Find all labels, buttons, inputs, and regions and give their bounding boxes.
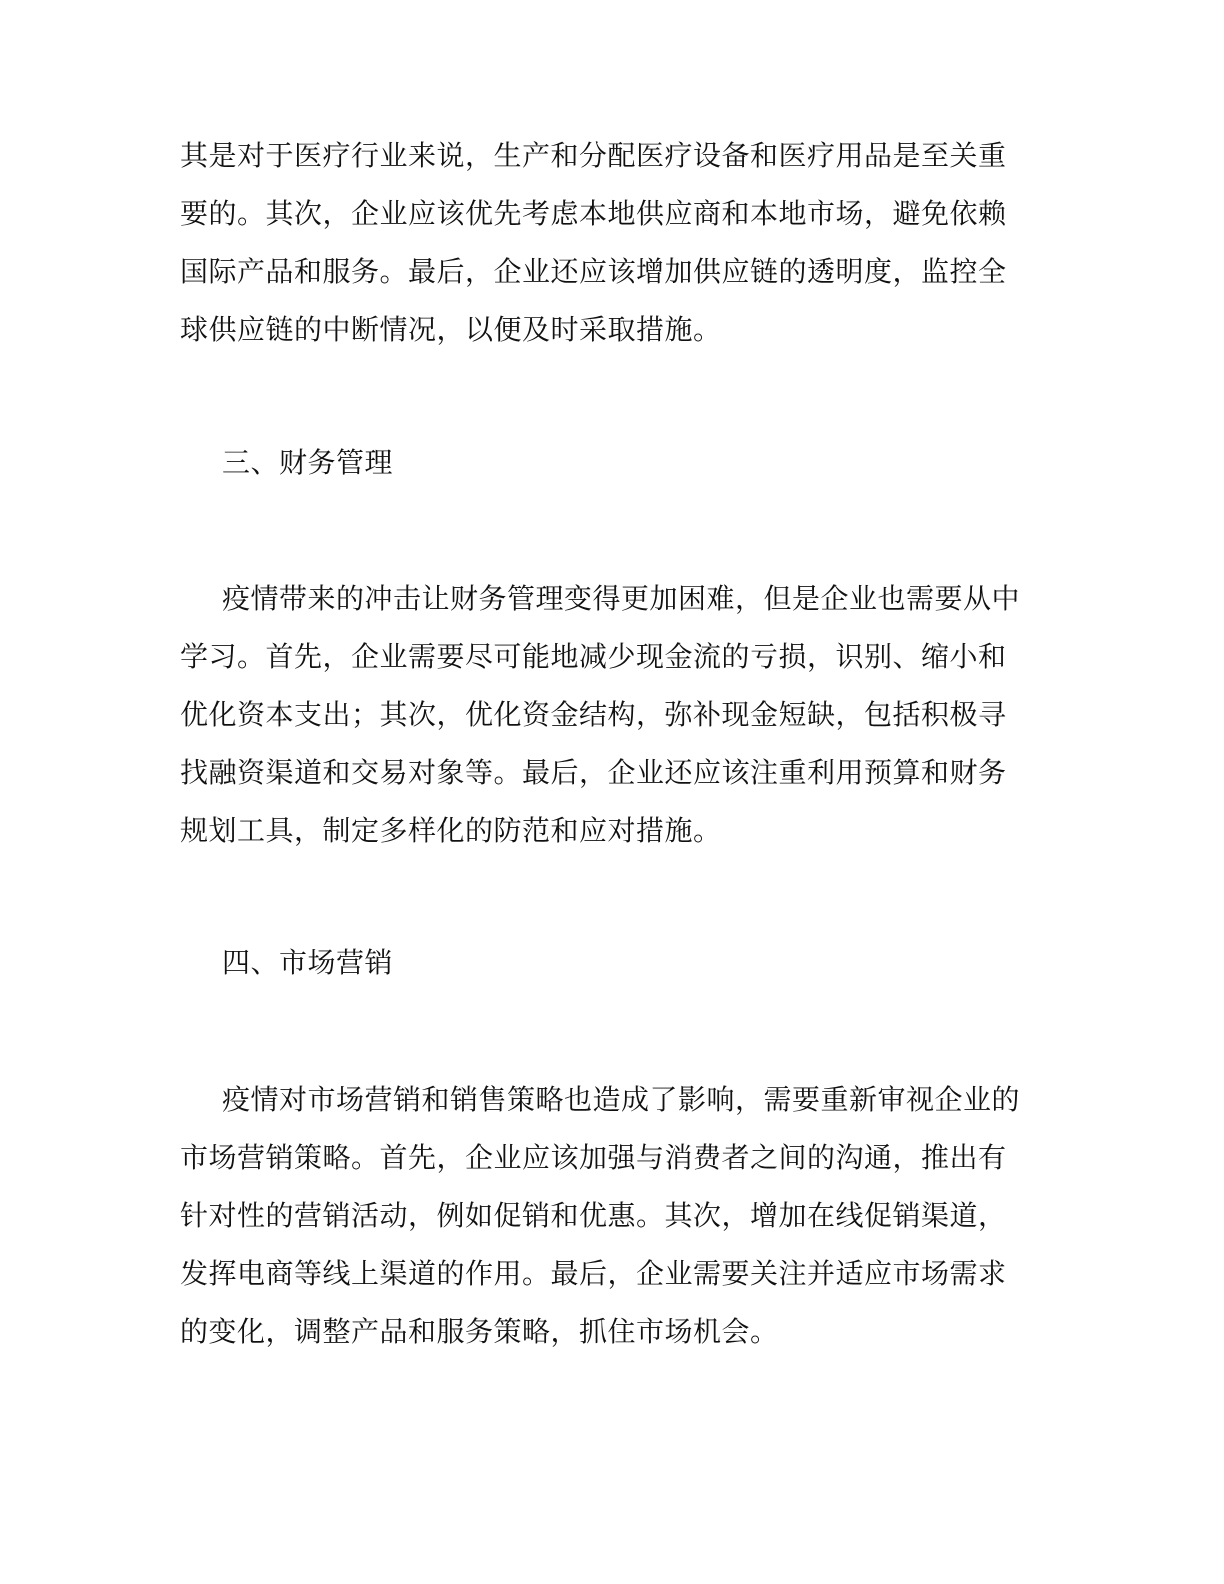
section-heading-marketing: 四、市场营销 — [222, 946, 394, 979]
section-heading-finance: 三、财务管理 — [222, 446, 394, 479]
continuation-paragraph: 其是对于医疗行业来说，生产和分配医疗设备和医疗用品是至关重要的。其次，企业应该优先考虑本地供应商和本地市场，避免依赖国际产品和服务。最后，企业还应该增加供应链的透明度，监控全球供应链的中断情况，以便及时采取措施。 — [180, 139, 1007, 346]
section-paragraph-finance: 疫情带来的冲击让财务管理变得更加困难，但是企业也需要从中学习。首先，企业需要尽可能地减少现金流的亏损，识别、缩小和优化资本支出；其次，优化资金结构，弥补现金短缺，包括积极寻找融资渠道和交易对象等。最后，企业还应该注重利用预算和财务规划工具，制定多样化的防范和应对措施。 — [180, 582, 1021, 847]
section-paragraph-marketing: 疫情对市场营销和销售策略也造成了影响，需要重新审视企业的市场营销策略。首先，企业应该加强与消费者之间的沟通，推出有针对性的营销活动，例如促销和优惠。其次，增加在线促销渠道，发挥电商等线上渠道的作用。最后，企业需要关注并适应市场需求的变化，调整产品和服务策略，抓住市场机会。 — [180, 1083, 1021, 1348]
